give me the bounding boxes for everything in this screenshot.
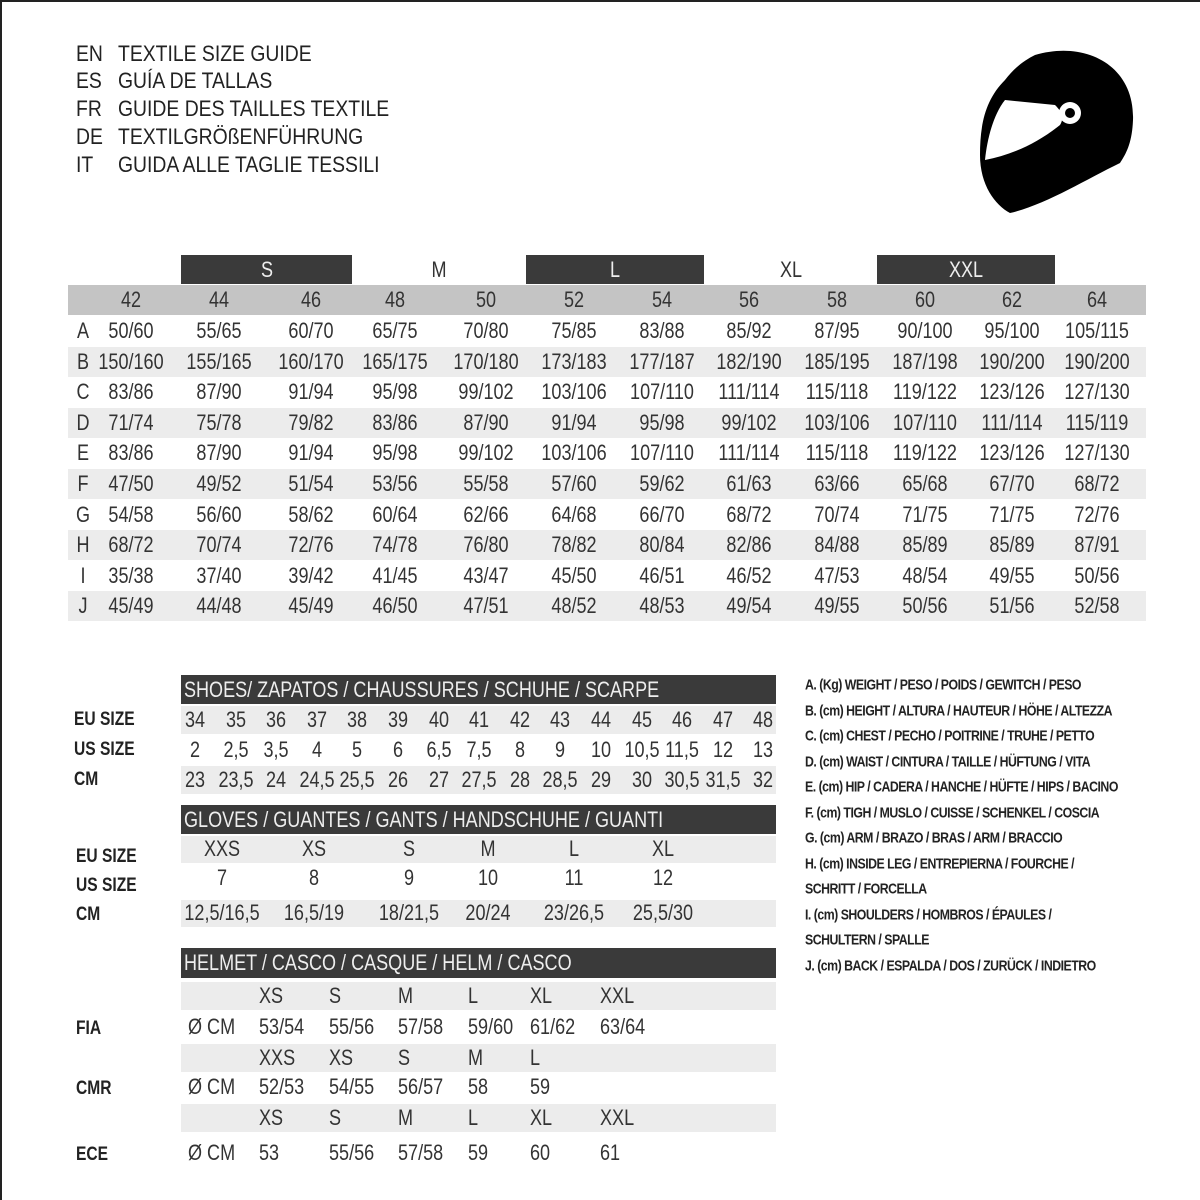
table-cell: 37 (306, 707, 327, 732)
table-cell: 23/26,5 (543, 900, 605, 925)
helmet-size: XXL (600, 1105, 635, 1130)
table-cell: 50/60 (108, 318, 154, 343)
row-label: CM (74, 769, 99, 790)
helmet-size: L (530, 1045, 541, 1070)
table-cell: 119/122 (893, 440, 957, 466)
table-cell: 95/100 (984, 318, 1040, 343)
table-cell: 10 (477, 865, 499, 890)
size-number: 46 (300, 287, 322, 312)
table-cell: 35/38 (108, 562, 154, 588)
table-cell: 61/63 (726, 471, 772, 496)
legend-line: F. (cm) TIGH / MUSLO / CUISSE / SCHENKEL / COSCIA (805, 804, 1100, 821)
helmet-value: 59 (468, 1140, 489, 1165)
table-cell: 71/75 (989, 501, 1035, 527)
table-cell: 2,5 (223, 737, 249, 762)
size-number: 64 (1086, 287, 1108, 312)
table-cell: XXS (203, 836, 241, 861)
helmet-value: 63/64 (600, 1014, 646, 1039)
table-cell: 46/51 (639, 562, 685, 588)
legend-line: I. (cm) SHOULDERS / HOMBROS / ÉPAULES / (805, 906, 1052, 923)
table-cell: 46 (672, 707, 693, 732)
helmet-size: XL (530, 1105, 553, 1130)
legend-line: B. (cm) HEIGHT / ALTURA / HAUTEUR / HÖHE / ALTEZZA (805, 702, 1113, 719)
table-cell: 11 (564, 865, 584, 890)
table-cell: 64/68 (551, 501, 597, 527)
table-cell: 65/68 (902, 471, 948, 496)
table-cell: 74/78 (372, 532, 418, 558)
table-cell: 7,5 (466, 737, 492, 762)
table-cell: 79/82 (288, 409, 334, 435)
table-cell: 5 (352, 737, 363, 762)
table-cell: 43/47 (463, 562, 509, 588)
table-cell: 25,5/30 (632, 900, 694, 925)
table-cell: 41/45 (372, 562, 418, 588)
table-cell: 31,5 (705, 767, 741, 792)
row-label: I (80, 562, 86, 588)
row-label: G (75, 501, 91, 527)
table-cell: 24 (266, 767, 287, 792)
table-cell: 105/115 (1065, 318, 1129, 343)
table-cell: 71/75 (902, 501, 948, 527)
table-cell: 32 (753, 767, 774, 792)
table-cell: 63/66 (814, 471, 860, 496)
table-cell: 51/54 (288, 471, 334, 496)
table-cell: 56/60 (196, 501, 242, 527)
lang-code: ES (76, 68, 102, 93)
table-cell: 16,5/19 (283, 900, 345, 925)
helmet-size: XS (329, 1045, 354, 1070)
table-cell: 41 (469, 707, 490, 732)
table-cell: 8 (514, 737, 525, 762)
row-label: J (78, 593, 88, 619)
table-cell: XS (301, 836, 327, 861)
size-band-label: XXL (948, 257, 984, 282)
title-text: TEXTILE SIZE GUIDE (118, 41, 312, 66)
gloves-title: GLOVES / GUANTES / GANTS / HANDSCHUHE / GUANTI (184, 807, 664, 832)
helmet-size: M (398, 1105, 414, 1130)
table-cell: 123/126 (979, 440, 1045, 466)
table-cell: 47/53 (814, 562, 860, 588)
table-cell: 45 (631, 707, 652, 732)
lang-code: EN (76, 41, 103, 66)
lang-code: FR (76, 96, 102, 121)
size-number: 54 (651, 287, 673, 312)
row-label: D (76, 409, 90, 435)
table-cell: 46/50 (372, 593, 418, 619)
row-label: E (76, 440, 90, 466)
table-cell: 83/88 (639, 318, 685, 343)
row-label: US SIZE (74, 739, 135, 760)
helmet-standard-label: ECE (76, 1144, 109, 1165)
helmet-size: M (468, 1045, 484, 1070)
table-cell: 65/75 (372, 318, 418, 343)
table-cell: 71/74 (108, 409, 154, 435)
table-cell: 25,5 (339, 767, 375, 792)
helmet-value: 60 (530, 1140, 551, 1165)
table-cell: 177/187 (629, 348, 695, 374)
table-cell: 95/98 (639, 409, 685, 435)
row-label: EU SIZE (76, 846, 137, 867)
table-cell: 60/64 (372, 501, 418, 527)
table-cell: 155/165 (186, 348, 252, 374)
table-cell: 45/50 (551, 562, 597, 588)
table-cell: 83/86 (108, 440, 154, 466)
title-text: GUIDA ALLE TAGLIE TESSILI (118, 152, 380, 177)
table-cell: 38 (347, 707, 368, 732)
table-cell: 8 (308, 865, 320, 890)
legend-line: E. (cm) HIP / CADERA / HANCHE / HÜFTE / HIPS / BACINO (805, 778, 1118, 796)
table-cell: 80/84 (639, 532, 685, 558)
table-cell: 190/200 (979, 348, 1045, 374)
legend-line: A. (Kg) WEIGHT / PESO / POIDS / GEWITCH / PESO (805, 676, 1082, 694)
table-cell: 59/62 (639, 471, 685, 496)
table-cell: 29 (590, 767, 612, 792)
table-cell: 55/58 (463, 471, 509, 496)
unit-label: Ø CM (188, 1140, 236, 1165)
table-cell: 51/56 (989, 593, 1035, 619)
table-cell: 66/70 (639, 501, 685, 527)
size-number: 58 (826, 287, 848, 312)
table-cell: 115/118 (805, 379, 869, 405)
size-band-label: L (609, 257, 621, 282)
table-cell: 95/98 (372, 379, 418, 405)
table-cell: 119/122 (893, 379, 957, 405)
legend-line: SCHRITT / FORCELLA (805, 880, 927, 898)
table-cell: 44 (590, 707, 612, 732)
table-cell: 99/102 (721, 409, 777, 435)
table-cell: 165/175 (362, 348, 428, 374)
size-band-label: M (431, 257, 447, 282)
unit-label: Ø CM (188, 1014, 236, 1039)
table-cell: 27,5 (461, 767, 497, 792)
legend-line: SCHULTERN / SPALLE (805, 931, 929, 949)
row-label: US SIZE (76, 875, 137, 896)
table-cell: 24,5 (299, 767, 335, 792)
table-cell: 90/100 (897, 318, 953, 343)
table-cell: 60/70 (288, 318, 334, 343)
table-cell: 111/114 (718, 379, 780, 405)
table-cell: 46/52 (726, 562, 772, 588)
table-cell: 35 (225, 707, 246, 732)
table-cell: 48 (753, 707, 774, 732)
table-cell: 67/70 (989, 471, 1035, 496)
table-cell: 54/58 (108, 501, 154, 527)
table-cell: 37/40 (196, 562, 242, 588)
table-cell: 76/80 (463, 532, 509, 558)
table-cell: 123/126 (979, 379, 1045, 405)
table-cell: 12,5/16,5 (184, 900, 260, 925)
helmet-title: HELMET / CASCO / CASQUE / HELM / CASCO (184, 950, 572, 975)
table-cell: 11,5 (665, 737, 700, 762)
table-cell: 107/110 (630, 440, 694, 466)
row-label: EU SIZE (74, 709, 135, 730)
shoes-title: SHOES/ ZAPATOS / CHAUSSURES / SCHUHE / SCARPE (184, 677, 660, 702)
table-cell: 72/76 (1074, 501, 1120, 527)
table-cell: 30,5 (664, 767, 700, 792)
table-cell: 185/195 (804, 348, 870, 374)
table-cell: M (480, 836, 496, 861)
table-cell: 48/54 (902, 562, 948, 588)
table-cell: 85/89 (989, 532, 1035, 558)
table-cell: 3,5 (263, 737, 289, 762)
table-cell: L (568, 836, 580, 861)
table-cell: S (402, 836, 416, 861)
table-cell: 28,5 (542, 767, 578, 792)
helmet-size: XS (259, 983, 284, 1008)
helmet-size: XL (530, 983, 553, 1008)
table-cell: 39/42 (288, 562, 334, 588)
table-cell: 23,5 (218, 767, 254, 792)
table-cell: 55/65 (196, 318, 242, 343)
table-cell: 182/190 (716, 348, 782, 374)
table-cell: 95/98 (372, 440, 418, 466)
table-cell: 9 (403, 865, 415, 890)
table-cell: 87/90 (463, 409, 509, 435)
table-cell: 99/102 (458, 379, 514, 405)
table-cell: 49/52 (196, 471, 242, 496)
table-cell: 6,5 (426, 737, 452, 762)
size-number: 42 (120, 287, 142, 312)
size-band-label: S (260, 257, 273, 282)
table-cell: 150/160 (98, 348, 164, 374)
helmet-size: L (468, 1105, 479, 1130)
helmet-size: XXS (259, 1045, 296, 1070)
table-cell: 91/94 (551, 409, 597, 435)
table-cell: 173/183 (541, 348, 607, 374)
unit-label: Ø CM (188, 1074, 236, 1099)
size-number: 50 (475, 287, 497, 312)
size-number: 60 (914, 287, 936, 312)
table-cell: XL (651, 836, 675, 861)
table-cell: 18/21,5 (378, 900, 440, 925)
row-label: A (76, 318, 90, 343)
table-cell: 27 (428, 767, 449, 792)
table-cell: 40 (428, 707, 449, 732)
table-cell: 10,5 (624, 737, 660, 762)
table-cell: 83/86 (372, 409, 418, 435)
table-cell: 49/55 (814, 593, 860, 619)
table-cell: 45/49 (108, 593, 154, 619)
helmet-value: 61 (600, 1140, 621, 1165)
size-number: 52 (563, 287, 585, 312)
table-cell: 72/76 (288, 532, 334, 558)
table-cell: 75/78 (196, 409, 242, 435)
table-cell: 107/110 (630, 379, 694, 405)
table-cell: 47/50 (108, 471, 154, 496)
table-cell: 36 (266, 707, 287, 732)
table-cell: 85/89 (902, 532, 948, 558)
table-cell: 26 (387, 767, 409, 792)
table-cell: 48/53 (639, 593, 685, 619)
table-cell: 160/170 (278, 348, 344, 374)
helmet-size: S (329, 1105, 342, 1130)
table-cell: 42 (509, 707, 530, 732)
helmet-size: M (398, 983, 414, 1008)
table-cell: 91/94 (288, 440, 334, 466)
table-cell: 47/51 (463, 593, 509, 619)
row-label: H (76, 532, 90, 558)
helmet-value: 59/60 (468, 1014, 514, 1039)
lang-code: DE (76, 124, 103, 149)
table-cell: 68/72 (1074, 471, 1120, 496)
size-number: 56 (738, 287, 760, 312)
helmet-icon (975, 45, 1140, 215)
helmet-value: 52/53 (259, 1074, 305, 1099)
table-cell: 87/90 (196, 440, 242, 466)
table-cell: 48/52 (551, 593, 597, 619)
helmet-size: L (468, 983, 479, 1008)
table-cell: 111/114 (718, 440, 780, 466)
table-cell: 10 (590, 737, 612, 762)
table-cell: 103/106 (804, 409, 870, 435)
title-text: GUÍA DE TALLAS (118, 68, 273, 93)
table-cell: 9 (555, 737, 566, 762)
table-cell: 91/94 (288, 379, 334, 405)
helmet-value: 56/57 (398, 1074, 444, 1099)
table-cell: 44/48 (196, 593, 242, 619)
table-cell: 52/58 (1074, 593, 1120, 619)
table-cell: 187/198 (892, 348, 958, 374)
table-cell: 49/54 (726, 593, 772, 619)
helmet-size: S (398, 1045, 411, 1070)
table-cell: 70/74 (196, 532, 242, 558)
table-cell: 58/62 (288, 501, 334, 527)
table-cell: 85/92 (726, 318, 772, 343)
table-cell: 34 (184, 707, 206, 732)
lang-code: IT (76, 152, 94, 177)
title-text: GUIDE DES TAILLES TEXTILE (118, 96, 390, 121)
legend-line: G. (cm) ARM / BRAZO / BRAS / ARM / BRACCIO (805, 829, 1063, 847)
helmet-value: 61/62 (530, 1014, 576, 1039)
table-cell: 68/72 (108, 532, 154, 558)
table-cell: 87/91 (1074, 532, 1120, 558)
table-cell: 49/55 (989, 562, 1035, 588)
table-cell: 23 (184, 767, 206, 792)
table-cell: 50/56 (1074, 562, 1120, 588)
table-cell: 70/80 (463, 318, 509, 343)
table-cell: 45/49 (288, 593, 334, 619)
table-cell: 13 (753, 737, 774, 762)
table-cell: 82/86 (726, 532, 772, 558)
helmet-size: XS (259, 1105, 284, 1130)
helmet-value: 59 (530, 1074, 551, 1099)
table-cell: 12 (652, 865, 674, 890)
helmet-value: 55/56 (329, 1014, 375, 1039)
size-header-row (68, 285, 1146, 315)
table-cell: 84/88 (814, 532, 860, 558)
table-cell: 83/86 (108, 379, 154, 405)
table-cell: 53/56 (372, 471, 418, 496)
table-cell: 78/82 (551, 532, 597, 558)
table-cell: 103/106 (541, 379, 607, 405)
table-cell: 87/95 (814, 318, 860, 343)
helmet-standard-label: FIA (76, 1018, 102, 1039)
table-cell: 28 (509, 767, 530, 792)
table-cell: 7 (216, 865, 228, 890)
helmet-value: 57/58 (398, 1014, 444, 1039)
table-cell: 127/130 (1064, 379, 1130, 405)
table-cell: 12 (712, 737, 733, 762)
size-band-label: XL (779, 257, 802, 282)
table-cell: 20/24 (465, 900, 511, 925)
table-cell: 70/74 (814, 501, 860, 527)
row-label: C (76, 379, 90, 405)
table-cell: 30 (631, 767, 652, 792)
table-cell: 75/85 (551, 318, 597, 343)
table-cell: 50/56 (902, 593, 948, 619)
helmet-value: 53 (259, 1140, 280, 1165)
helmet-value: 55/56 (329, 1140, 375, 1165)
size-number: 44 (208, 287, 230, 312)
table-cell: 68/72 (726, 501, 772, 527)
table-cell: 107/110 (893, 409, 957, 435)
table-cell: 190/200 (1064, 348, 1130, 374)
legend-line: H. (cm) INSIDE LEG / ENTREPIERNA / FOURCHE / (805, 855, 1075, 872)
table-cell: 115/119 (1065, 409, 1129, 435)
row-label: CM (76, 904, 101, 925)
helmet-value: 54/55 (329, 1074, 375, 1099)
table-cell: 111/114 (981, 409, 1043, 435)
table-cell: 57/60 (551, 471, 597, 496)
table-cell: 6 (392, 737, 404, 762)
size-number: 48 (384, 287, 406, 312)
table-cell: 115/118 (805, 440, 869, 466)
helmet-size: S (329, 983, 342, 1008)
table-cell: 127/130 (1064, 440, 1130, 466)
helmet-value: 58 (468, 1074, 489, 1099)
row-label: F (77, 471, 89, 496)
table-cell: 4 (311, 737, 322, 762)
table-cell: 39 (387, 707, 409, 732)
table-cell: 47 (712, 707, 733, 732)
size-number: 62 (1001, 287, 1023, 312)
row-label: B (76, 348, 90, 374)
legend-line: D. (cm) WAIST / CINTURA / TAILLE / HÜFTUNG / VITA (805, 753, 1091, 770)
helmet-size: XXL (600, 983, 635, 1008)
table-cell: 103/106 (541, 440, 607, 466)
table-cell: 87/90 (196, 379, 242, 405)
table-cell: 99/102 (458, 440, 514, 466)
table-cell: 170/180 (453, 348, 519, 374)
row-stripe (181, 836, 776, 863)
title-text: TEXTILGRÖßENFÜHRUNG (118, 124, 364, 149)
legend-line: J. (cm) BACK / ESPALDA / DOS / ZURÜCK / INDIETRO (805, 957, 1096, 974)
table-cell: 2 (189, 737, 201, 762)
helmet-value: 57/58 (398, 1140, 444, 1165)
table-cell: 43 (550, 707, 571, 732)
table-cell: 62/66 (463, 501, 509, 527)
helmet-standard-label: CMR (76, 1078, 112, 1099)
helmet-value: 53/54 (259, 1014, 305, 1039)
legend-line: C. (cm) CHEST / PECHO / POITRINE / TRUHE / PETTO (805, 727, 1095, 745)
